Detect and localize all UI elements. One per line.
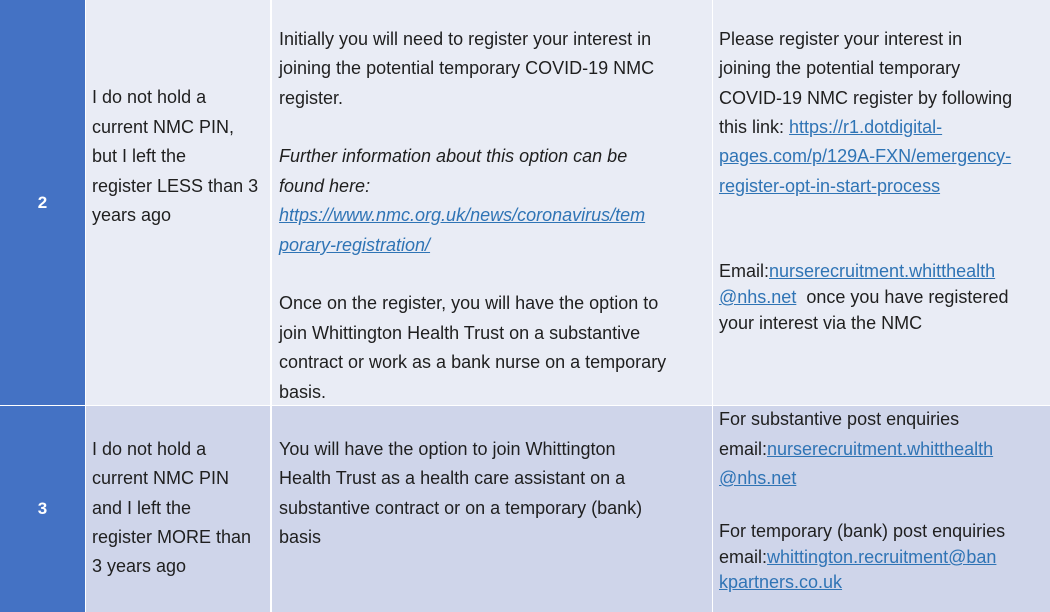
status-line: years ago	[92, 205, 172, 225]
status-line: current NMC PIN,	[92, 117, 235, 137]
status-line: and I left the	[92, 498, 192, 518]
opt-in-register-link[interactable]: register-opt-in-start-process	[719, 176, 941, 196]
email-suffix: once you have registered	[796, 287, 1009, 307]
nurse-recruitment-email-link[interactable]: @nhs.net	[719, 468, 797, 488]
info-line: contract or work as a bank nurse on a temporary	[279, 352, 667, 372]
further-info-line: found here:	[279, 176, 371, 196]
opt-in-register-link[interactable]: https://r1.dotdigital-	[789, 117, 943, 137]
nurse-recruitment-email-link[interactable]: nurserecruitment.whitthealth	[769, 261, 996, 281]
contact-line: Please register your interest in	[719, 29, 963, 49]
information-cell	[272, 0, 712, 405]
info-line: basis.	[279, 382, 327, 402]
info-line: basis	[279, 527, 322, 547]
row-number: 2	[37, 192, 48, 212]
email-line	[719, 435, 993, 465]
info-line: joining the potential temporary COVID-19 NMC	[279, 58, 655, 78]
status-line: but I left the	[92, 146, 187, 166]
info-line: register.	[279, 88, 344, 108]
row-number-cell	[0, 406, 85, 612]
row-number-cell	[0, 0, 85, 405]
contact-line: joining the potential temporary	[719, 58, 961, 78]
status-line: I do not hold a	[92, 87, 207, 107]
status-cell	[86, 406, 270, 612]
table-row	[0, 406, 1050, 612]
contact-line: COVID-19 NMC register by following	[719, 88, 1013, 108]
contact-cell	[713, 406, 1050, 612]
nmc-temporary-registration-link[interactable]: porary-registration/	[279, 235, 431, 255]
contact-line	[719, 113, 942, 143]
status-line: register MORE than	[92, 527, 252, 547]
further-info-line: Further information about this option can be	[279, 146, 628, 166]
nurse-recruitment-email-link[interactable]: nurserecruitment.whitthealth	[767, 439, 994, 459]
row-number: 3	[37, 499, 48, 518]
email-prefix: email:	[719, 547, 768, 567]
status-line: register LESS than 3	[92, 176, 259, 196]
info-line: Health Trust as a health care assistant on a	[279, 468, 626, 488]
info-line: Initially you will need to register your interest in	[279, 29, 652, 49]
contact-line: your interest via the NMC	[719, 313, 923, 333]
contact-cell	[713, 0, 1050, 405]
email-prefix: email:	[719, 439, 768, 459]
status-line: current NMC PIN	[92, 468, 230, 488]
bank-recruitment-email-link[interactable]: whittington.recruitment@ban	[767, 547, 997, 567]
status-line: 3 years ago	[92, 556, 187, 576]
info-line: You will have the option to join Whittington	[279, 439, 616, 459]
contact-heading: For substantive post enquiries	[719, 409, 960, 429]
link-prefix: this link:	[719, 117, 790, 137]
nmc-temporary-registration-link[interactable]: https://www.nmc.org.uk/news/coronavirus/tem	[279, 205, 646, 225]
info-line: substantive contract or on a temporary (bank)	[279, 498, 643, 518]
status-cell	[86, 0, 270, 405]
contact-heading: For temporary (bank) post enquiries	[719, 521, 1006, 541]
info-line: Once on the register, you will have the option to	[279, 293, 659, 313]
information-cell	[272, 406, 712, 612]
nurse-recruitment-email-link[interactable]: @nhs.net	[719, 287, 797, 307]
info-line: join Whittington Health Trust on a substantive	[279, 323, 641, 343]
bank-recruitment-email-link[interactable]: kpartners.co.uk	[719, 572, 843, 592]
status-line: I do not hold a	[92, 439, 207, 459]
email-prefix: Email:	[719, 261, 770, 281]
opt-in-register-link[interactable]: pages.com/p/129A-FXN/emergency-	[719, 146, 1012, 166]
